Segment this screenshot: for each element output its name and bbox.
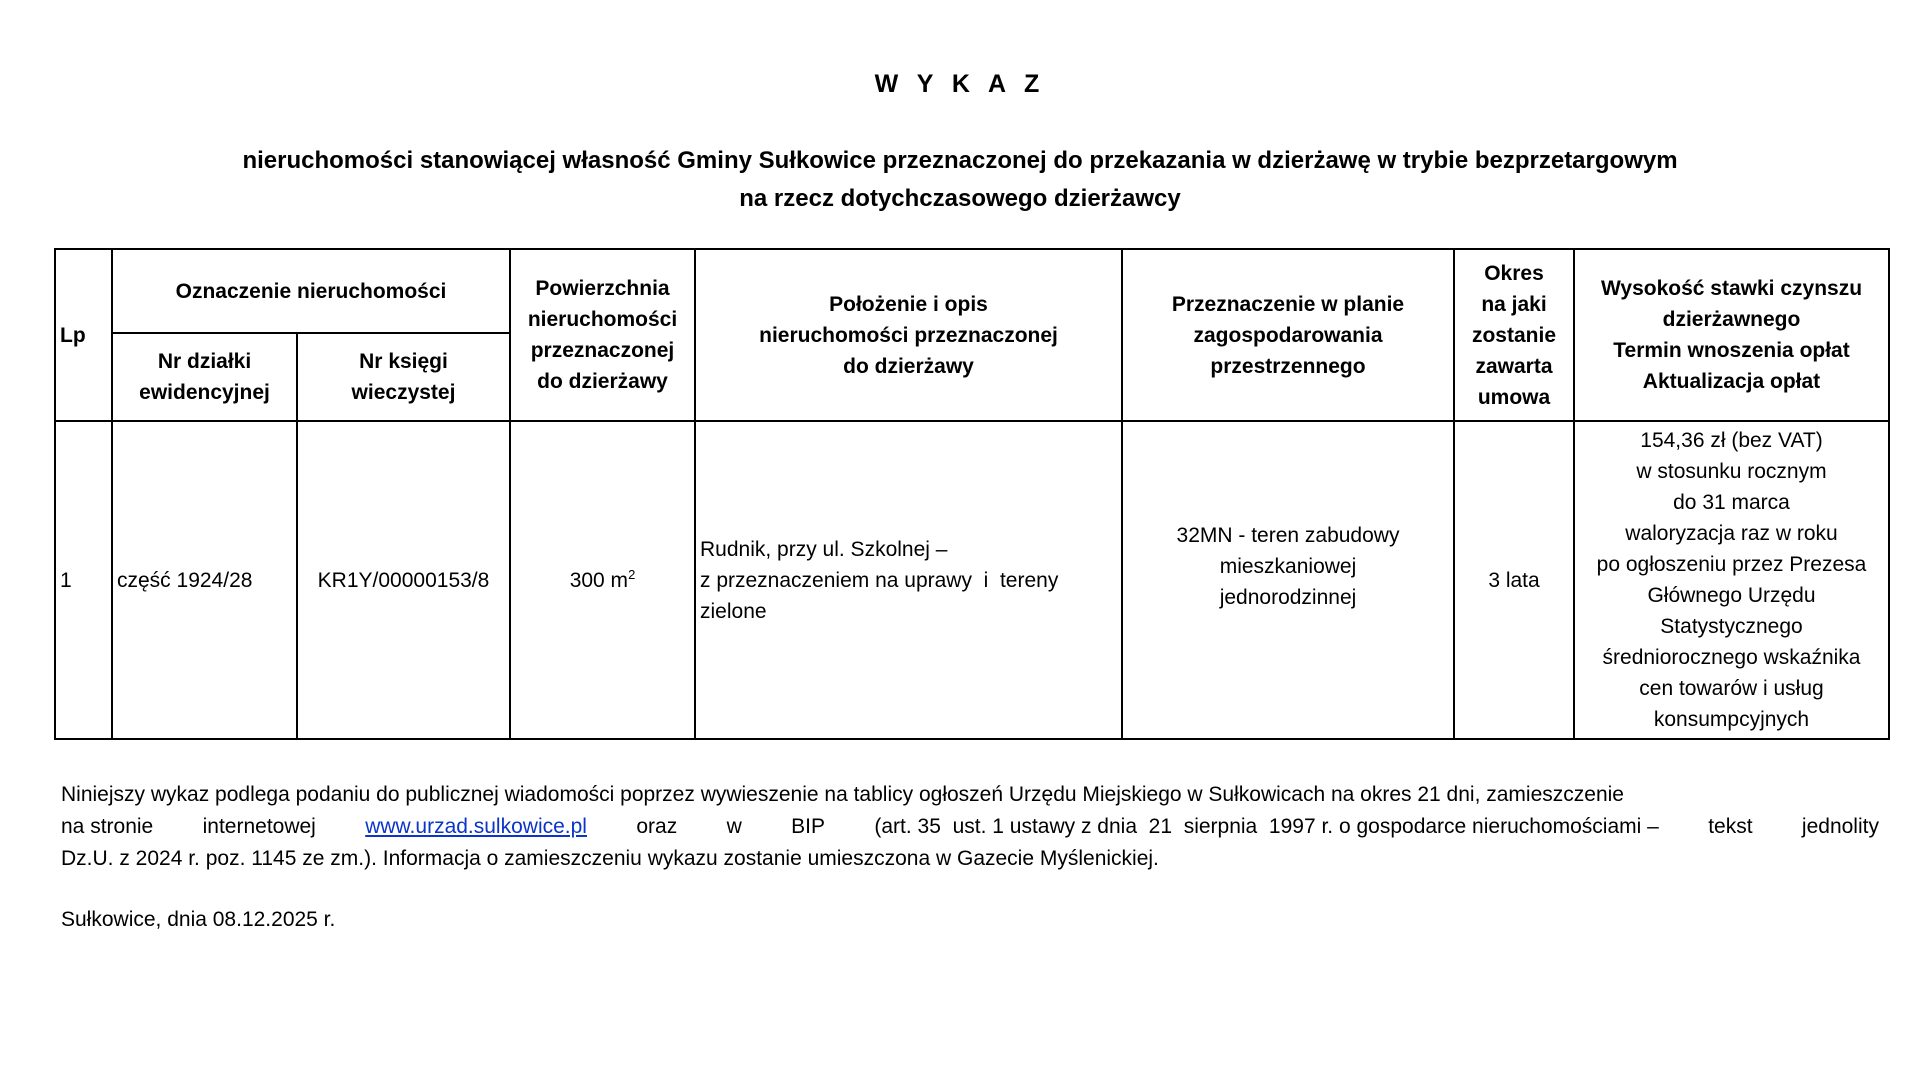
header-oznaczenie: Oznaczenie nieruchomości xyxy=(112,249,510,333)
cell-powierzchnia: 300 $m^2$ xyxy=(510,421,695,739)
document-title: W Y K A Z xyxy=(874,70,1046,98)
place-and-date: Sułkowice, dnia 08.12.2025 r. xyxy=(61,908,336,931)
header-wysokosc: Wysokość stawki czynszu dzierżawnego Termin wnoszenia opłat Aktualizacja opłat xyxy=(1574,249,1889,421)
subtitle-line-2: na rzecz dotychczasowego dzierżawcy xyxy=(739,185,1181,212)
cell-lp: 1 xyxy=(55,421,112,739)
header-nr-dzialki: Nr działki ewidencyjnej xyxy=(112,333,297,421)
header-przeznaczenie: Przeznaczenie w planie zagospodarowania przestrzennego xyxy=(1122,249,1454,421)
superscript: 2 xyxy=(628,566,636,582)
cell-przeznaczenie: 32MN - teren zabudowy mieszkaniowej jednorodzinnej xyxy=(1122,421,1454,739)
notice-line-1: Niniejszy wykaz podlega podaniu do publicznej wiadomości poprzez wywieszenie na tablicy ogłoszeń Urzędu Miejskiego w Sułkowicach na okres 21 dni, zamieszczenie xyxy=(61,783,1624,806)
property-table xyxy=(54,248,1890,740)
notice-paragraph xyxy=(61,779,1879,875)
header-okres: Okres na jaki zostanie zawarta umowa xyxy=(1454,249,1574,421)
header-powierzchnia: Powierzchnia nieruchomości przeznaczonej do dzierżawy xyxy=(510,249,695,421)
cell-wysokosc: 154,36 zł (bez VAT) w stosunku rocznym do 31 marca waloryzacja raz w roku po ogłoszeniu przez Prezesa Głównego Urzędu Statystycznego średniorocznego wskaźnika cen towarów i usług konsumpcyjnych xyxy=(1574,421,1889,739)
cell-okres: 3 lata xyxy=(1454,421,1574,739)
table-row xyxy=(55,421,1889,739)
website-link[interactable]: www.urzad.sulkowice.pl xyxy=(365,815,587,838)
cell-nr-ksiegi: KR1Y/00000153/8 xyxy=(297,421,510,739)
subtitle-line-1: nieruchomości stanowiącej własność Gminy Sułkowice przeznaczonej do przekazania w dzierżawę w trybie bezprzetargowym xyxy=(242,147,1678,174)
notice-line-2: na stronie internetowej www.urzad.sulkowice.pl oraz w BIP (art. 35 ust. 1 ustawy z dnia 21 sierpnia 1997 r. o gospodarce nieruchomościami – tekst jednolity xyxy=(61,811,1879,843)
header-polozenie: Położenie i opis nieruchomości przeznaczonej do dzierżawy xyxy=(695,249,1122,421)
header-nr-ksiegi: Nr księgi wieczystej xyxy=(297,333,510,421)
table-header-row-1 xyxy=(55,249,1889,333)
notice-line-3: Dz.U. z 2024 r. poz. 1145 ze zm.). Informacja o zamieszczeniu wykazu zostanie umieszczona w Gazecie Myślenickiej. xyxy=(61,847,1159,870)
cell-polozenie: Rudnik, przy ul. Szkolnej – z przeznaczeniem na uprawy i tereny zielone xyxy=(695,421,1122,739)
header-lp: Lp xyxy=(55,249,112,421)
document-subtitle xyxy=(0,142,1920,218)
cell-nr-dzialki: część 1924/28 xyxy=(112,421,297,739)
